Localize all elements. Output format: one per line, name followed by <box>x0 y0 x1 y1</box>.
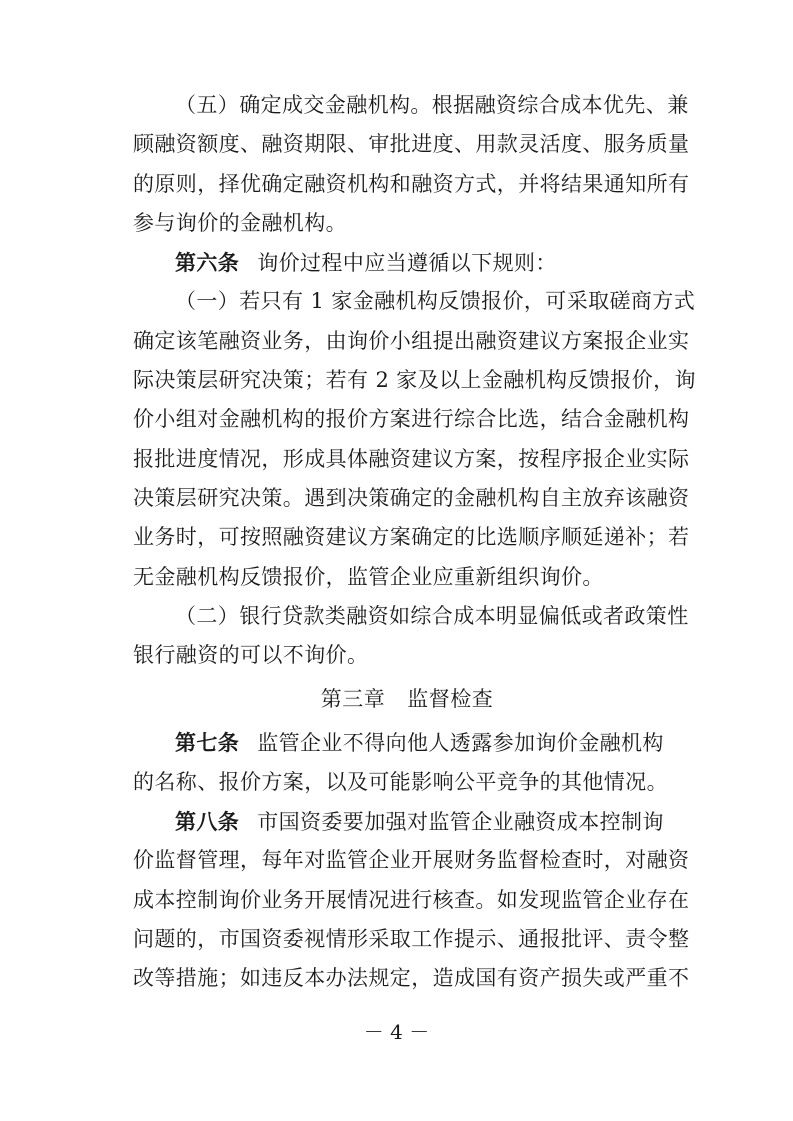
page-number: － 4 － <box>363 1020 430 1044</box>
text-line: 顾融资额度、融资期限、审批进度、用款灵活度、服务质量 <box>133 132 690 157</box>
document-body <box>133 86 696 999</box>
article-label: 第七条 <box>175 730 240 756</box>
text-line <box>133 723 681 762</box>
article-text: 市国资委要加强对监管企业融资成本控制询 <box>257 810 664 835</box>
article-8 <box>133 802 690 998</box>
text-line: 无金融机构反馈报价，监管企业应重新组织询价。 <box>133 564 604 589</box>
text-line: 参与询价的金融机构。 <box>133 210 347 235</box>
text-line: 业务时，可按照融资建议方案确定的比选顺序顺延递补；若 <box>133 525 690 550</box>
article-6-item-1 <box>133 282 696 596</box>
text-line: 的原则，择优确定融资机构和融资方式，并将结果通知所有 <box>133 171 690 196</box>
text-line: （一）若只有 1 家金融机构反馈报价，可采取磋商方式 <box>175 289 696 314</box>
text-line: 改等措施；如违反本办法规定，造成国有资产损失或严重不 <box>133 966 690 991</box>
text-line: 成本控制询价业务开展情况进行核查。如发现监管企业存在 <box>133 887 690 912</box>
article-6 <box>133 243 681 282</box>
chapter-number: 第三章 <box>320 687 386 712</box>
article-text: 监管企业不得向他人透露参加询价金融机构 <box>257 731 664 756</box>
article-text: 询价过程中应当遵循以下规则： <box>257 251 557 276</box>
text-line: （五）确定成交金融机构。根据融资综合成本优先、兼 <box>175 93 689 117</box>
text-line: 确定该笔融资业务，由询价小组提出融资建议方案报企业实 <box>133 328 690 353</box>
chapter-title: 监督检查 <box>407 687 494 712</box>
text-line <box>133 243 681 282</box>
text-line: 价监督管理，每年对监管企业开展财务监督检查时，对融资 <box>133 848 690 873</box>
text-line <box>133 802 681 841</box>
paragraph-item-5 <box>133 86 690 243</box>
text-line: 银行融资的可以不询价。 <box>133 643 369 668</box>
text-line: 问题的，市国资委视情形采取工作提示、通报批评、责令整 <box>133 926 690 951</box>
article-label: 第六条 <box>175 250 240 276</box>
text-line: 的名称、报价方案，以及可能影响公平竞争的其他情况。 <box>133 769 668 794</box>
text-line: 报批进度情况，形成具体融资建议方案，按程序报企业实际 <box>133 446 690 471</box>
article-label: 第八条 <box>175 809 240 835</box>
text-line: （二）银行贷款类融资如综合成本明显偏低或者政策性 <box>175 603 689 628</box>
article-6-item-2 <box>133 597 689 676</box>
text-line: 价小组对金融机构的报价方案进行综合比选，结合金融机构 <box>133 407 690 432</box>
text-line: 决策层研究决策。遇到决策确定的金融机构自主放弃该融资 <box>133 485 690 510</box>
chapter-heading <box>133 675 681 723</box>
text-line: 际决策层研究决策；若有 2 家及以上金融机构反馈报价，询 <box>133 368 696 393</box>
article-7 <box>133 723 681 802</box>
